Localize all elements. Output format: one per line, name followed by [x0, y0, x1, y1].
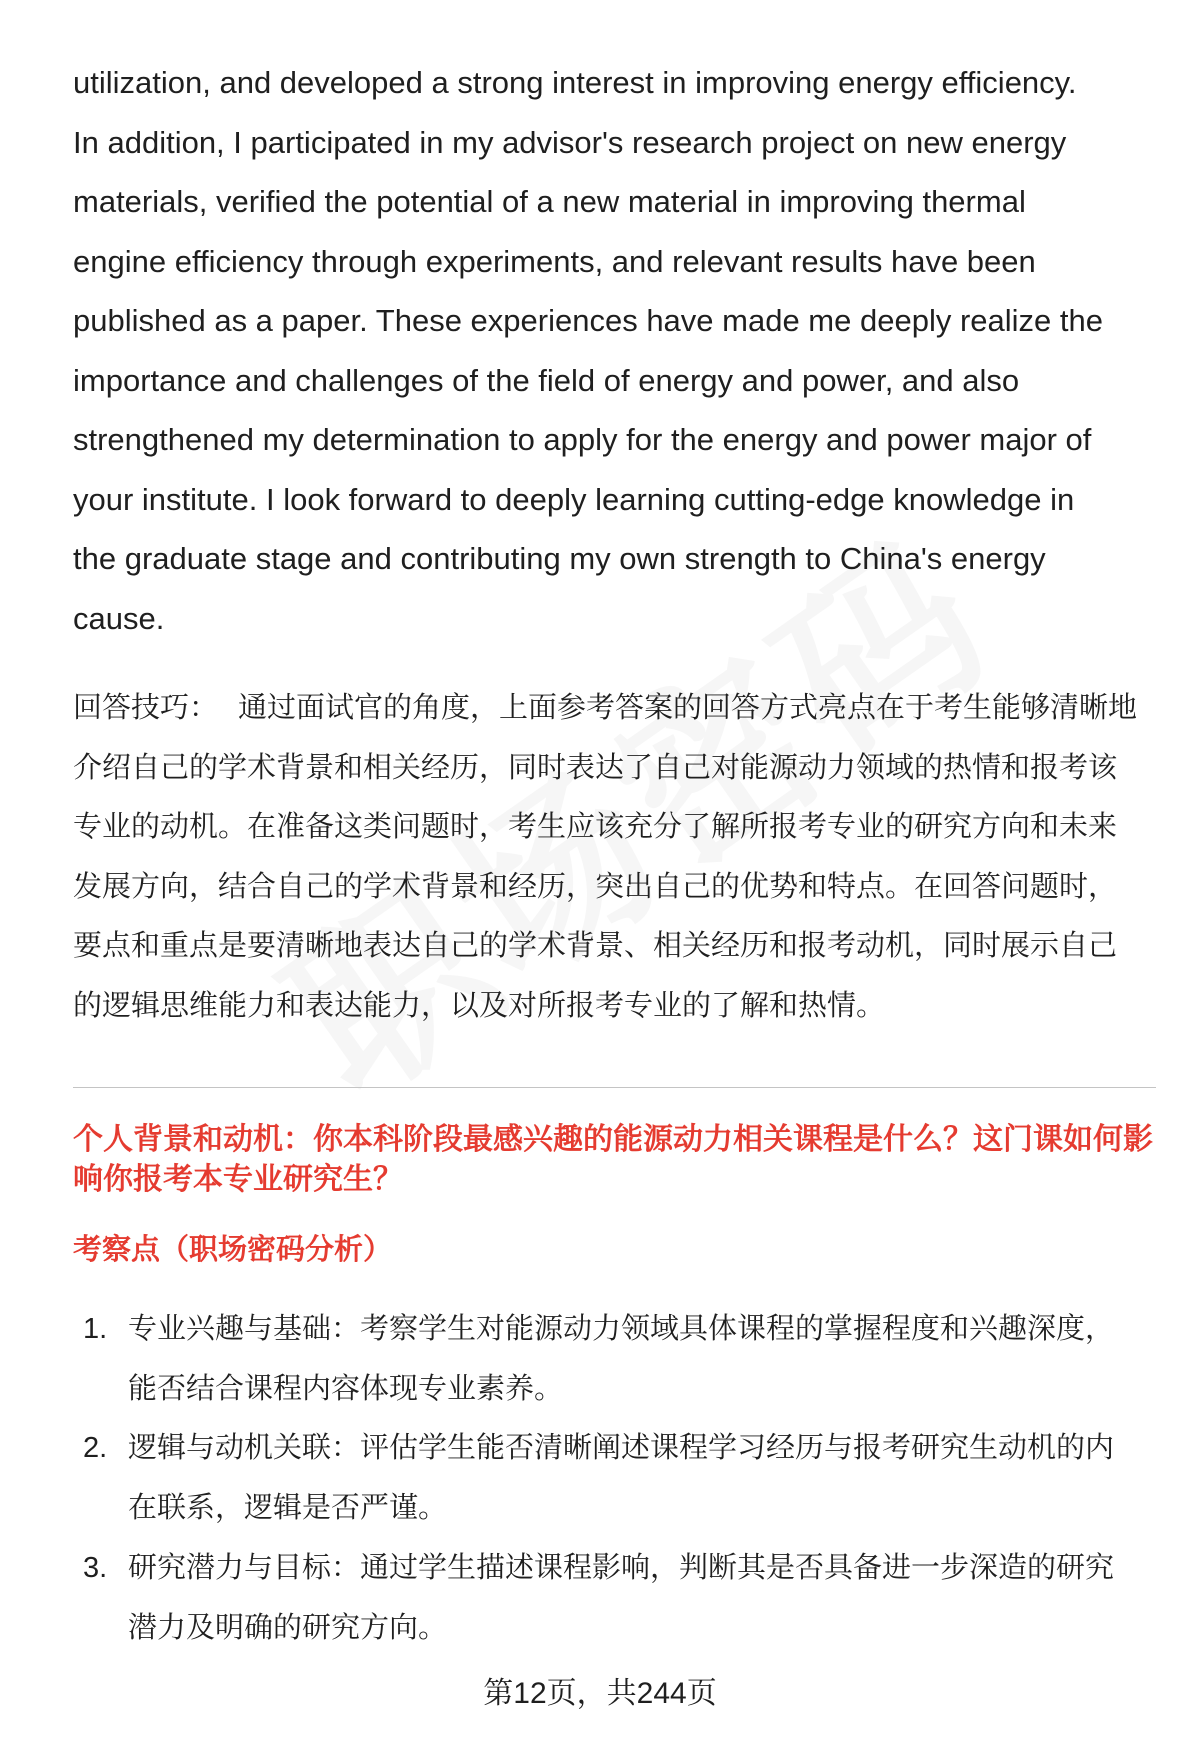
tips-line: 的逻辑思维能力和表达能力，以及对所报考专业的了解和热情。 — [73, 989, 886, 1022]
focus-item-number: 1. — [83, 1313, 108, 1345]
focus-item-text — [128, 1419, 1156, 1538]
answer-line: In addition, I participated in my advisor's research project on new energy — [73, 124, 1067, 160]
question-heading — [73, 1120, 1156, 1200]
answer-line: strengthened my determination to apply for the energy and power major of — [73, 422, 1092, 457]
focus-item-line: 研究潜力与目标：通过学生描述课程影响，判断其是否具备进一步深造的研究 — [128, 1552, 1115, 1584]
tips-text: 通过面试官的角度，上面参考答案的回答方式亮点在于考生能够清晰地 — [238, 692, 1138, 724]
answer-line: the graduate stage and contributing my own strength to China's energy — [73, 541, 1046, 576]
question-line: 个人背景和动机：你本科阶段最感兴趣的能源动力相关课程是什么？这门课如何影 — [73, 1123, 1153, 1156]
answer-line: engine efficiency through experiments, and relevant results have been — [73, 243, 1036, 279]
section-divider — [73, 1087, 1156, 1088]
answer-line: utilization, and developed a strong interest in improving energy efficiency. — [73, 65, 1077, 100]
answer-line: importance and challenges of the field of energy and power, and also — [73, 362, 1020, 398]
focus-item-text — [128, 1539, 1156, 1658]
tips-line: 介绍自己的学术背景和相关经历，同时表达了自己对能源动力领域的热情和报考该 — [73, 751, 1118, 784]
tips-label: 回答技巧： — [73, 692, 219, 724]
answer-paragraph — [73, 53, 1156, 648]
answer-line: cause. — [73, 600, 165, 636]
focus-item-number: 3. — [83, 1552, 108, 1584]
focus-item-line: 逻辑与动机关联：评估学生能否清晰阐述课程学习经历与报考研究生动机的内 — [128, 1432, 1115, 1464]
tips-line: 发展方向，结合自己的学术背景和经历，突出自己的优势和特点。在回答问题时， — [73, 870, 1118, 903]
focus-item-line: 潜力及明确的研究方向。 — [128, 1611, 448, 1644]
focus-points-heading — [73, 1230, 1156, 1270]
focus-item-number: 2. — [83, 1432, 108, 1464]
tips-line: 专业的动机。在准备这类问题时，考生应该充分了解所报考专业的研究方向和未来 — [73, 811, 1118, 843]
tips-line: 要点和重点是要清晰地表达自己的学术背景、相关经历和报考动机，同时展示自己 — [73, 930, 1118, 962]
answer-tips-paragraph — [73, 679, 1156, 1036]
focus-item-line: 能否结合课程内容体现专业素养。 — [128, 1372, 564, 1405]
focus-item-line: 专业兴趣与基础：考察学生对能源动力领域具体课程的掌握程度和兴趣深度， — [128, 1313, 1115, 1345]
answer-line: published as a paper. These experiences have made me deeply realize the — [73, 303, 1103, 338]
page-footer: 第12页，共244页 — [483, 1677, 717, 1710]
focus-points-heading-text: 考察点（职场密码分析） — [73, 1234, 393, 1266]
focus-item-line: 在联系，逻辑是否严谨。 — [128, 1491, 448, 1524]
answer-line: materials, verified the potential of a new material in improving thermal — [73, 184, 1026, 219]
question-line: 响你报考本专业研究生？ — [73, 1163, 403, 1196]
tips-line — [73, 679, 1156, 739]
focus-item-text — [128, 1300, 1156, 1419]
answer-line: your institute. I look forward to deeply learning cutting-edge knowledge in — [73, 481, 1075, 517]
